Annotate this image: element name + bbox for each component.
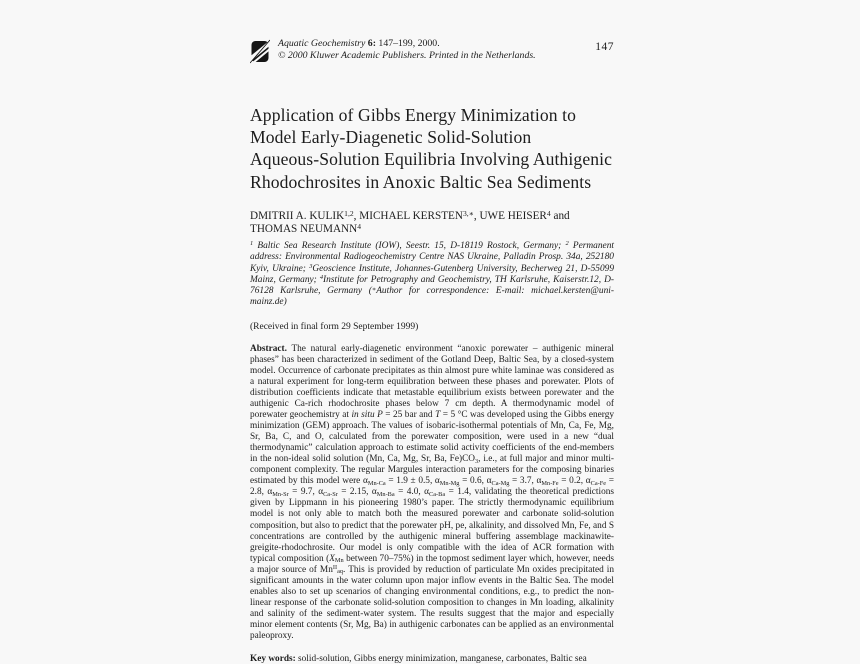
- journal-citation: Aquatic Geochemistry 6: 147–199, 2000.: [278, 38, 440, 49]
- article-title-line-3: Aqueous-Solution Equilibria Involving Authigenic: [250, 149, 613, 170]
- abstract-paragraph: Abstract. The natural early-diagenetic environment “anoxic porewater – authigenic mineral phases” has been characterized in sediment of the Gotland Deep, Baltic Sea, by a closed-system model. Occurrence of carbonate precipitates as thin almost pure white laminae was considered as a natural experiment for long-term equilibration between these phases and porewater. Plots of distribution coefficients indicate that metastable equilibrium exists between porewater and the authigenic Ca-rich rhodochrosite phases below 7 cm depth. A thermodynamic model of porewater geochemistry at in situ P = 25 bar and T = 5 °C was developed using the Gibbs energy minimization (GEM) approach. The values of isobaric-isothermal potentials of Mn, Ca, Fe, Mg, Sr, Ba, C, and O, calculated from the porewater composition, were used in a new “dual thermodynamic” calculation approach to estimate solid activity coefficients of the end-members in the non-ideal solid solution (Mn, Ca, Mg, Sr, Ba, $Fe)CO_3$, i.e., at full major and minor multi-component complexity. The regular Margules interaction parameters for the composing binaries estimated by this model were $\alpha_{Mn-Ca} = 1.9 \pm 0.5$, $\alpha_{Mn-Mg} = 0.6$, $\alpha_{Ca-Mg} = 3.7$, $\alpha_{Mn-Fe} = 0.2$, $\alpha_{Ca-Fe} = 2.8$, $\alpha_{Mn-Sr} = 9.7$, $\alpha_{Ca-Sr} = 2.15$, $\alpha_{Mn-Ba} = 4.0$, $\alpha_{Ca-Ba} = 1.4$, validating the theoretical predictions given by Lippmann in his pioneering 1980’s paper. The strictly thermodynamic equilibrium model is not only able to match both the measured porewater and carbonate solid-solution composition, but also to predict that the porewater pH, pe, alkalinity, and dissolved Mn, Fe, and S concentrations are controlled by the authigenic mineral buffering assemblage mackinawite-greigite-rhodochrosite. Our model is only compatible with the idea of ACR formation with typical composition ($X_{Mn}$ between 70–75%) in the topmost sediment layer which, however, needs a major source of $Mn^{II}_{aq}$. This is provided by reduction of particulate Mn oxides precipitated in significant amounts in the water column upon major inflow events in the Baltic Sea. The model enables also to set up scenarios of changing environmental conditions, e.g., to predict the non-linear response of the carbonate solid-solution composition to changes in Mn loading, alkalinity and salinity of the sediment-water system. The results suggest that the major and especially minor element contents (Sr, Mg, Ba) in authigenic carbonates can be applied as an environmental paleoproxy.: [250, 343, 614, 641]
- article-title-line-2: Model Early-Diagenetic Solid-Solution: [250, 127, 532, 148]
- publisher-logo-icon: [250, 39, 270, 64]
- article-title: [250, 104, 614, 193]
- article-title-line-1: Application of Gibbs Energy Minimization to: [250, 105, 576, 125]
- page-content: [250, 38, 614, 664]
- journal-header: [250, 38, 614, 64]
- affiliations: $^1$ Baltic Sea Research Institute (IOW), Seestr. 15, D-18119 Rostock, Germany; $^2$ Permanent address: Environmental Radiogeochemistry Centre NAS Ukraine, Palladin Prosp. 34a, 252180 Kyiv, Ukraine; $^3$Geoscience Institute, Johannes-Gutenberg University, Becherweg 21, D-55099 Mainz, Germany; $^4$Institute for Petrography and Geochemistry, TH Karlsruhe, Kaiserstr.12, D-76128 Karlsruhe, Germany (∗Author for correspondence: E-mail: michael.kersten@uni-mainz.de): [250, 240, 615, 308]
- copyright-line: © 2000 Kluwer Academic Publishers. Printed in the Netherlands.: [278, 50, 536, 62]
- author-line-2: THOMAS NEUMANN$^4$: [250, 222, 362, 236]
- journal-header-left: [250, 38, 536, 64]
- journal-header-lines: [278, 38, 536, 63]
- page-number: 147: [595, 41, 614, 53]
- keywords-line: Key words: solid-solution, Gibbs energy minimization, manganese, carbonates, Baltic sea: [250, 654, 587, 664]
- author-list: [250, 210, 614, 237]
- author-line-1: DMITRII A. KULIK$^{1,2}$, MICHAEL $KERSTEN^{3,∗}$, UWE HEISER$^4$ and: [250, 208, 570, 222]
- received-note: (Received in final form 29 September 1999): [250, 321, 419, 332]
- article-title-line-4: Rhodochrosites in Anoxic Baltic Sea Sediments: [250, 171, 592, 192]
